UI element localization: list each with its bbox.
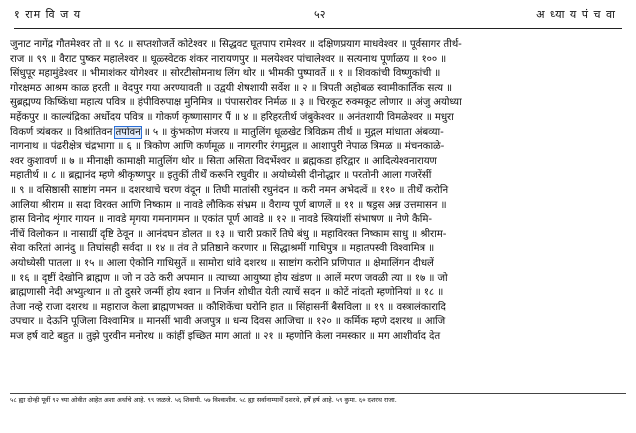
text-line — [10, 126, 626, 141]
text-segment: नागनाथ ॥ पंढरीक्षेत्र चंद्रभागा ॥ ६ ॥ त्रिकोण आणि कर्णमूळ ॥ नागरगीर रंगमुद्गल ॥ आशापुरी नेपाळ त्रिमळ ॥ मंचनकाळे- — [10, 141, 445, 153]
text-line — [10, 286, 626, 301]
text-segment: सिंधुपूर महामुंडेश्वर ॥ भीमाशंकर योगेश्वर ॥ सोरटीसोमनाथ लिंग थोर ॥ भीमकी पुष्पावर्ते ॥ १ ॥ शिवकांची विष्णुकांची ॥ — [10, 68, 441, 80]
text-segment: हास विनोद शृंगार गायन ॥ नावडे मृगया गमनागमन ॥ एकांत पूर्ण आवडे ॥ १२ ॥ नावडे स्त्रियांशीं संभाषण ॥ नेणे कैमि- — [10, 214, 432, 226]
text-segment: ॥ ९ ॥ वसिष्ठासी साष्टांग नमन ॥ दशरथाचे चरण वंदून ॥ तिघी मातांसी रघुनंदन ॥ करी नमन अभेदत्वें ॥ ११० ॥ तीर्थें करोनि — [10, 184, 449, 196]
text-segment: ॥ १६ ॥ दृष्टीं देखोनि ब्राह्मण ॥ जो न उठे करी अपमान ॥ त्याच्या आयुष्या होय खंडण ॥ आलें मरण जवळी त्या ॥ १७ ॥ जो — [10, 272, 448, 284]
text-line — [10, 213, 626, 228]
text-line — [10, 257, 626, 272]
text-segment: सुब्रह्मण्य किष्किंधा महात्य पवित्र ॥ हंपीविरुपाक्ष मुनिमित्र ॥ पंपासरोवर निर्मळ ॥ ३ ॥ चिरकूट रुक्मकूट लोणार ॥ अंजु अयोध्या — [10, 97, 462, 109]
text-segment: उपचार ॥ देऊनि पूजिला विश्वामित्र ॥ मानसीं भावी अजपुत्र ॥ धन्य दिवस आजिचा ॥ १२० ॥ कर्मिक म्हणे दशरथ ॥ आजि — [10, 316, 446, 328]
text-line — [10, 111, 626, 126]
header-rule — [14, 28, 622, 29]
text-line — [10, 96, 626, 111]
text-line — [10, 53, 626, 68]
text-segment: ब्राह्मणासी नेदी अभ्युत्थान ॥ तो दुसरे जन्मीं होय श्वान ॥ निर्जन शोधीत येती त्याचें सदन ॥ कोटें नांदतो म्हणोनियां ॥ १८ ॥ — [10, 287, 444, 299]
text-segment: सेवा करितां आनंदु ॥ तिघांसही सर्वदा ॥ १४ ॥ तंव ते प्रतिष्ठाने करणार ॥ सिद्धाश्रमीं गाधिपुत्र ॥ महातपस्वी विश्वामित्र ॥ — [10, 243, 435, 255]
text-line — [10, 301, 626, 316]
text-line — [10, 330, 626, 345]
text-line — [10, 184, 626, 199]
text-segment: तेजा नव्हे राजा दशरथ ॥ महाराज केला ब्राह्मणभक्त ॥ कौशिकेंचा घरोनि हात ॥ सिंहासनीं बैसविला ॥ १९ ॥ वस्त्रालंकारादि — [10, 301, 446, 313]
text-line — [10, 242, 626, 257]
chapter-title: अ ध्या य पं च वा — [536, 8, 616, 21]
verse-body — [10, 38, 626, 390]
text-segment: गोरक्षमठ आश्रम काळ हरती ॥ वेदपुर गया अरण्यावती ॥ उद्वयी शेषशायी सर्वेश ॥ २ ॥ त्रिपती अहोबळ स्वामीकार्तिक सत्य ॥ — [10, 82, 453, 94]
text-segment: श्वर कुशावर्ण ॥ ७ ॥ मीनाक्षी कामाक्षी मातुलिंग थोर ॥ सिता असिता विदर्भेश्वर ॥ ब्रह्मकडा हरिद्वार ॥ आदित्येश्वनारायण — [10, 155, 437, 167]
text-segment: अयोध्येसी पातला ॥ १५ ॥ आला ऐकोनि गाधिसुतें ॥ सामोरा धांवे दशरथ ॥ साष्टांग करोनि प्रणिपात ॥ क्षेमालिंगन दीधलें — [10, 257, 434, 269]
text-line — [10, 140, 626, 155]
text-segment: महेंकपुर ॥ काल्यंद्रिका अर्धोदय पवित्र ॥ गोकर्ण कृष्णासागर पैं ॥ ४ ॥ हरिहरतीर्थ जंबुकेश्वर ॥ अनंतशायी विमळेश्वर ॥ मधुरा — [10, 111, 454, 123]
highlighted-word[interactable]: तपोवन — [115, 126, 141, 138]
text-segment: महातीर्थ ॥ ८ ॥ ब्रह्मानंद म्हणे श्रीकृष्णपुर ॥ इतुकीं तीर्थें करूनि रघुवीर ॥ अयोध्येसी दीनोद्धार ॥ परतोनी आला गजरेंसीं — [10, 170, 432, 182]
text-segment: आलिया श्रीराम ॥ सदा विरक्त आणि निष्काम ॥ नावडे लौकिक संभ्रम ॥ वैराग्य पूर्ण बाणलें ॥ ११ ॥ षड्रस अन्न उत्तमासन ॥ — [10, 199, 447, 211]
text-segment: राज ॥ ९९ ॥ वैराट पुष्कर महालेश्वर ॥ धूळ्स्वेटक शंकर नारायणपुर ॥ मलयेश्वर पांचालेश्वर ॥ सत्यनाथ पूर्णाळय ॥ १०० ॥ — [10, 53, 447, 65]
text-line — [10, 315, 626, 330]
text-segment: नींचें विलोकन ॥ नासाग्रीं दृष्टि ठेवून ॥ आनंदघन डोलत ॥ १३ ॥ चारी प्रकारें तिघे बंधु ॥ महाविरक्त निष्काम साधु ॥ श्रीराम- — [10, 228, 447, 240]
text-segment: विकर्ण त्र्यंबकर ॥ विश्रांतिवन — [10, 126, 116, 138]
book-title: १ राम वि ज य — [14, 8, 82, 21]
text-line — [10, 228, 626, 243]
text-segment: मज हर्ष वाटे बहुत ॥ तुझे पुरवीन मनोरथ ॥ कांहीं इच्छित माग आतां ॥ २१ ॥ म्हणोनि केला नमस्कार ॥ मग आशीर्वाद देत — [10, 330, 441, 342]
page-number: ५२ — [314, 8, 326, 21]
text-segment: जुनाट नागेंद्र गौतमेश्वर तो ॥ ९८ ॥ सप्तशोजर्ते कोटेश्वर ॥ सिद्धवट घूतपाप रामेश्वर ॥ दक्षिणप्रयाग माधवेश्वर ॥ पूर्वसागर तीर्थ- — [10, 39, 462, 50]
text-segment: ॥ ५ ॥ कुंभकोण मंजरय ॥ मातुलिंग धूळखेट त्रिविक्रम तीर्थ ॥ मुद्गल मांधाता अंबव्या- — [140, 126, 444, 138]
text-line — [10, 199, 626, 214]
text-line — [10, 82, 626, 97]
text-line — [10, 155, 626, 170]
footnote-rule — [10, 393, 626, 394]
text-line — [10, 67, 626, 82]
page-header — [14, 6, 622, 24]
text-line — [10, 38, 626, 53]
footnote: ५८ ह्या दोन्ही पूर्वी ९२ च्या ओवीत आहेत अशा अर्थाचे आहे. ९९ जळजे. ५६ शिवायी. ५७ विश्वाशीव. ५८ ह्या सर्वानाम्यार्थें दशरथे, हर्षें हर्ष आहे. ५९ कुमा. ६० दशरथ राजा. — [10, 396, 397, 404]
text-line — [10, 169, 626, 184]
text-line — [10, 272, 626, 287]
